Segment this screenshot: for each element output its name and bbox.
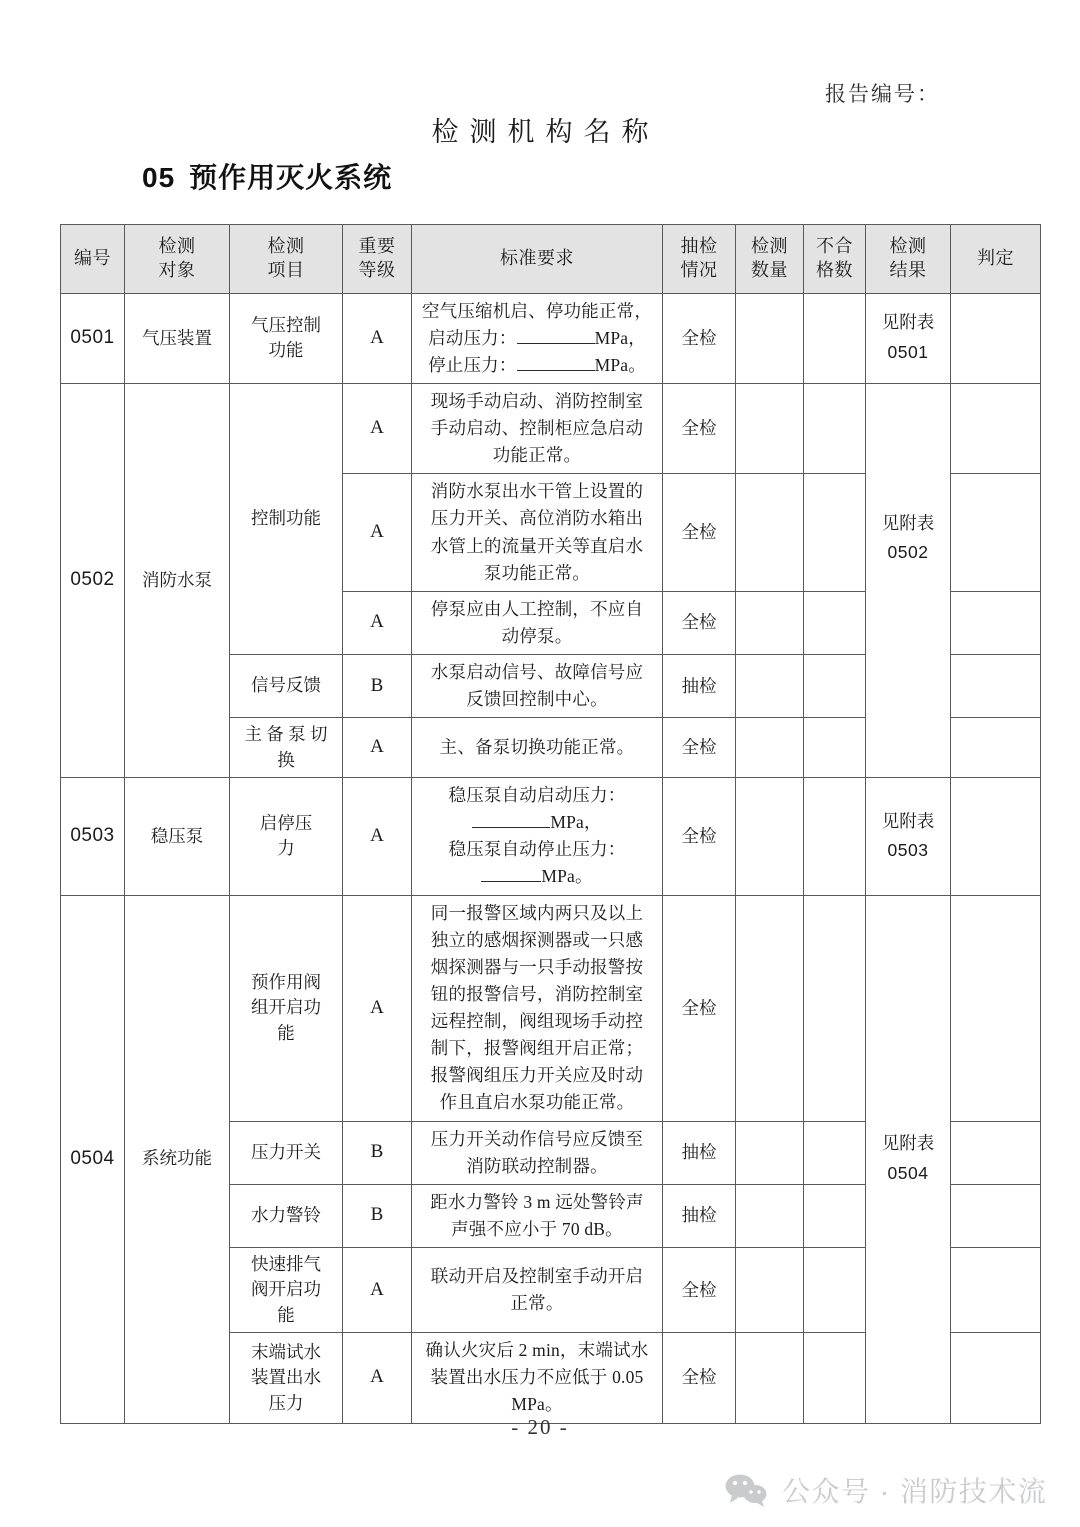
item-line2: 组开启功	[251, 997, 321, 1018]
section-number: 05	[142, 162, 176, 193]
req-line: 装置出水压力不应低于 0.05	[430, 1367, 644, 1388]
table-head	[61, 225, 1041, 294]
cell-item-0502-switch	[230, 718, 343, 778]
cell-quantity-0504-2[interactable]	[736, 1121, 804, 1184]
req-line: 泵功能正常。	[483, 562, 591, 583]
code-text: 0501	[70, 326, 115, 348]
col-header-grade-line1: 重要	[358, 236, 396, 256]
cell-quantity-0502-5[interactable]	[736, 718, 804, 778]
cell-item-0504-4	[230, 1248, 343, 1333]
cell-quantity-0502-2[interactable]	[736, 474, 804, 592]
col-header-object-line1: 检测	[158, 236, 196, 256]
cell-failcount-0504-3[interactable]	[804, 1184, 866, 1247]
cell-quantity-0504-3[interactable]	[736, 1184, 804, 1247]
table-row	[61, 895, 1041, 1121]
cell-sampling-0504-3: 抽检	[663, 1184, 736, 1247]
col-header-result	[866, 225, 951, 294]
cell-failcount-0501-1[interactable]	[804, 293, 866, 383]
cell-sampling-0504-2: 抽检	[663, 1121, 736, 1184]
item-line2: 功能	[268, 340, 304, 361]
req-suffix: MPa。	[594, 354, 646, 375]
col-header-item-line2: 项目	[267, 259, 305, 280]
code-text: 0504	[70, 1147, 115, 1169]
req-line: 稳压泵自动停止压力：	[448, 839, 626, 860]
cell-sampling-0502-1: 全检	[663, 383, 736, 473]
cell-item-0504-1	[230, 895, 343, 1121]
req-line: 水管上的流量开关等直启水	[430, 535, 644, 556]
req-line: 制下，报警阀组开启正常；	[430, 1038, 644, 1059]
page-number: - 20 -	[511, 1415, 569, 1439]
cell-grade-0504-2: B	[343, 1121, 412, 1184]
cell-item-0504-2: 压力开关	[230, 1121, 343, 1184]
item-line2: 装置出水	[251, 1367, 321, 1388]
col-header-sampling	[663, 225, 736, 294]
cell-grade-0502-4: B	[343, 655, 412, 718]
col-header-item-line1: 检测	[267, 236, 305, 256]
cell-grade-0504-1: A	[343, 895, 412, 1121]
result-number: 0501	[887, 342, 929, 363]
req-line: 停泵应由人工控制，不应自	[430, 598, 644, 619]
cell-failcount-0504-4[interactable]	[804, 1248, 866, 1333]
col-header-failcount-line2: 格数	[816, 259, 853, 280]
item-line2: 力	[277, 838, 295, 859]
req-line: 独立的感烟探测器或一只感	[430, 929, 644, 950]
req-line: 确认火灾后 2 min，末端试水	[425, 1340, 649, 1361]
report-number-label: 报告编号：	[825, 82, 940, 106]
req-line: 水泵启动信号、故障信号应	[430, 662, 644, 682]
cell-item-0502-control: 控制功能	[230, 383, 343, 654]
cell-sampling-0502-5: 全检	[663, 718, 736, 778]
req-line: 空气压缩机启、停功能正常，	[421, 300, 653, 321]
section-name: 预作用灭火系统	[189, 162, 393, 193]
result-number: 0502	[887, 542, 929, 563]
cell-grade-0502-5: A	[343, 718, 412, 778]
inspection-table-wrapper	[60, 224, 1040, 1424]
cell-object-0501: 气压装置	[125, 293, 230, 383]
col-header-verdict: 判定	[951, 225, 1041, 294]
watermark-text: 公众号 · 消防技术流	[782, 1476, 1048, 1507]
cell-sampling-0504-4: 全检	[663, 1248, 736, 1333]
req-line: 消防联动控制器。	[466, 1155, 608, 1176]
cell-result-0501	[866, 293, 951, 383]
col-header-sampling-line2: 情况	[680, 259, 718, 280]
cell-grade-0503-1: A	[343, 778, 412, 896]
col-header-failcount-line1: 不合	[816, 236, 853, 256]
result-number: 0504	[887, 1163, 929, 1183]
cell-requirement-0504-4	[412, 1248, 663, 1333]
col-header-sampling-line1: 抽检	[680, 236, 718, 256]
cell-item-0504-5	[230, 1333, 343, 1423]
req-line: 烟探测器与一只手动报警按	[430, 956, 644, 977]
cell-failcount-0502-4[interactable]	[804, 655, 866, 718]
cell-failcount-0504-5[interactable]	[804, 1333, 866, 1423]
cell-failcount-0502-1[interactable]	[804, 383, 866, 473]
req-line: 远程控制，阀组现场手动控	[430, 1011, 644, 1031]
fill-in-blank[interactable]	[481, 881, 541, 882]
req-line: 动停泵。	[501, 625, 573, 646]
cell-requirement-0502-1	[412, 383, 663, 473]
cell-quantity-0504-5[interactable]	[736, 1333, 804, 1423]
item-line2: 换	[277, 749, 295, 770]
table-row	[61, 293, 1041, 383]
item-line1: 快速排气	[251, 1254, 321, 1274]
req-line: 距水力警铃 3 m 远处警铃声	[430, 1191, 644, 1212]
page-title	[142, 156, 392, 196]
req-line: 作且直启水泵功能正常。	[439, 1092, 635, 1113]
cell-verdict-0502-2[interactable]	[951, 474, 1041, 592]
req-line: 主、备泵切换功能正常。	[439, 737, 635, 758]
cell-quantity-0501-1[interactable]	[736, 293, 804, 383]
col-header-object	[125, 225, 230, 294]
item-line3: 能	[277, 1304, 295, 1325]
cell-verdict-0504-2[interactable]	[951, 1121, 1041, 1184]
req-line: 消防水泵出水干管上设置的	[430, 481, 644, 502]
cell-requirement-0502-4	[412, 655, 663, 718]
cell-quantity-0502-1[interactable]	[736, 383, 804, 473]
req-line: 功能正常。	[492, 445, 582, 466]
result-label: 见附表	[881, 1133, 935, 1154]
item-line1: 主 备 泵 切	[244, 724, 328, 745]
cell-object-0502: 消防水泵	[125, 383, 230, 777]
cell-result-0502	[866, 383, 951, 777]
cell-requirement-0504-1	[412, 895, 663, 1121]
item-line3: 能	[277, 1022, 295, 1043]
cell-requirement-0504-2	[412, 1121, 663, 1184]
col-header-quantity	[736, 225, 804, 294]
item-line1: 末端试水	[251, 1341, 321, 1362]
cell-code-0504	[61, 895, 125, 1423]
organization-name: 检测机构名称	[431, 117, 660, 147]
cell-failcount-0503-1[interactable]	[804, 778, 866, 896]
inspection-table	[60, 224, 1041, 1424]
req-prefix: 启动压力：	[428, 327, 517, 348]
req-line: 现场手动启动、消防控制室	[430, 390, 644, 411]
cell-verdict-0504-3[interactable]	[951, 1184, 1041, 1247]
req-line: 压力开关动作信号应反馈至	[430, 1128, 644, 1149]
table-row	[61, 383, 1041, 473]
cell-item-0502-feedback: 信号反馈	[230, 655, 343, 718]
table-body	[61, 293, 1041, 1423]
req-line: 钮的报警信号，消防控制室	[430, 983, 644, 1004]
col-header-item	[230, 225, 343, 294]
cell-requirement-0502-3	[412, 591, 663, 654]
result-label: 见附表	[881, 312, 935, 333]
table-header-row	[61, 225, 1041, 294]
cell-object-0503: 稳压泵	[125, 778, 230, 896]
table-row	[61, 778, 1041, 896]
cell-sampling-0501-1: 全检	[663, 293, 736, 383]
cell-verdict-0504-1[interactable]	[951, 895, 1041, 1121]
cell-item-0503-1	[230, 778, 343, 896]
cell-failcount-0504-1[interactable]	[804, 895, 866, 1121]
cell-verdict-0502-1[interactable]	[951, 383, 1041, 473]
wechat-icon	[724, 1473, 768, 1507]
req-suffix: MPa，	[594, 327, 646, 348]
code-text: 0502	[70, 569, 115, 591]
req-line: 稳压泵自动启动压力：	[448, 785, 626, 805]
col-header-quantity-line2: 数量	[751, 259, 788, 280]
cell-requirement-0502-5	[412, 718, 663, 778]
cell-requirement-0502-2	[412, 474, 663, 592]
col-header-object-line2: 对象	[158, 259, 196, 280]
req-line: 手动启动、控制柜应急启动	[430, 418, 644, 438]
cell-grade-0502-2: A	[343, 474, 412, 592]
cell-result-0504	[866, 895, 951, 1423]
req-line: 报警阀组压力开关应及时动	[430, 1065, 644, 1086]
cell-requirement-0503-1	[412, 778, 663, 896]
cell-sampling-0503-1: 全检	[663, 778, 736, 896]
col-header-result-line1: 检测	[889, 236, 927, 256]
item-line2: 阀开启功	[251, 1279, 321, 1300]
fill-in-blank[interactable]	[472, 827, 550, 828]
cell-failcount-0502-3[interactable]	[804, 591, 866, 654]
cell-quantity-0503-1[interactable]	[736, 778, 804, 896]
req-line: MPa。	[511, 1394, 563, 1415]
cell-verdict-0502-3[interactable]	[951, 591, 1041, 654]
cell-code-0502	[61, 383, 125, 777]
cell-code-0503	[61, 778, 125, 896]
col-header-grade-line2: 等级	[358, 259, 396, 280]
cell-item-0501-1	[230, 293, 343, 383]
req-prefix: 停止压力：	[428, 354, 517, 375]
cell-sampling-0502-4: 抽检	[663, 655, 736, 718]
cell-grade-0504-4: A	[343, 1248, 412, 1333]
col-header-failcount	[804, 225, 866, 294]
req-suffix: MPa，	[550, 812, 602, 833]
cell-sampling-0504-1: 全检	[663, 895, 736, 1121]
watermark	[724, 1470, 1047, 1510]
cell-result-0503	[866, 778, 951, 896]
result-label: 见附表	[881, 810, 935, 831]
fill-in-blank[interactable]	[517, 343, 595, 344]
col-header-grade	[343, 225, 412, 294]
result-number: 0503	[887, 840, 929, 861]
cell-sampling-0502-2: 全检	[663, 474, 736, 592]
cell-quantity-0504-4[interactable]	[736, 1248, 804, 1333]
item-line1: 气压控制	[251, 314, 321, 335]
req-line: 同一报警区域内两只及以上	[430, 902, 644, 923]
cell-verdict-0501-1[interactable]	[951, 293, 1041, 383]
cell-verdict-0502-5[interactable]	[951, 718, 1041, 778]
req-line: 压力开关、高位消防水箱出	[430, 508, 644, 529]
req-line: 正常。	[510, 1293, 564, 1314]
col-header-requirement: 标准要求	[412, 225, 663, 294]
req-line: 声强不应小于 70 dB。	[451, 1218, 623, 1239]
cell-requirement-0501-1	[412, 293, 663, 383]
col-header-quantity-line1: 检测	[751, 236, 788, 256]
req-line: 反馈回控制中心。	[466, 689, 608, 710]
code-text: 0503	[70, 824, 115, 846]
cell-grade-0502-3: A	[343, 591, 412, 654]
cell-item-0504-3: 水力警铃	[230, 1184, 343, 1247]
item-line1: 启停压	[259, 812, 313, 833]
cell-quantity-0502-3[interactable]	[736, 591, 804, 654]
cell-requirement-0504-3	[412, 1184, 663, 1247]
cell-quantity-0504-1[interactable]	[736, 895, 804, 1121]
cell-failcount-0504-2[interactable]	[804, 1121, 866, 1184]
cell-verdict-0504-4[interactable]	[951, 1248, 1041, 1333]
cell-failcount-0502-5[interactable]	[804, 718, 866, 778]
cell-sampling-0504-5: 全检	[663, 1333, 736, 1423]
cell-grade-0502-1: A	[343, 383, 412, 473]
result-label: 见附表	[881, 512, 935, 533]
cell-quantity-0502-4[interactable]	[736, 655, 804, 718]
cell-grade-0501-1: A	[343, 293, 412, 383]
fill-in-blank[interactable]	[517, 370, 595, 371]
item-line3: 压力	[268, 1392, 304, 1413]
cell-verdict-0503-1[interactable]	[951, 778, 1041, 896]
cell-failcount-0502-2[interactable]	[804, 474, 866, 592]
item-line1: 预作用阀	[251, 971, 321, 992]
cell-requirement-0504-5	[412, 1333, 663, 1423]
req-suffix: MPa。	[541, 866, 593, 887]
req-line: 联动开启及控制室手动开启	[430, 1265, 644, 1286]
cell-grade-0504-5: A	[343, 1333, 412, 1423]
cell-code-0501	[61, 293, 125, 383]
cell-verdict-0504-5[interactable]	[951, 1333, 1041, 1423]
col-header-code: 编号	[61, 225, 125, 294]
cell-object-0504: 系统功能	[125, 895, 230, 1423]
cell-sampling-0502-3: 全检	[663, 591, 736, 654]
col-header-result-line2: 结果	[889, 259, 927, 280]
cell-verdict-0502-4[interactable]	[951, 655, 1041, 718]
cell-grade-0504-3: B	[343, 1184, 412, 1247]
